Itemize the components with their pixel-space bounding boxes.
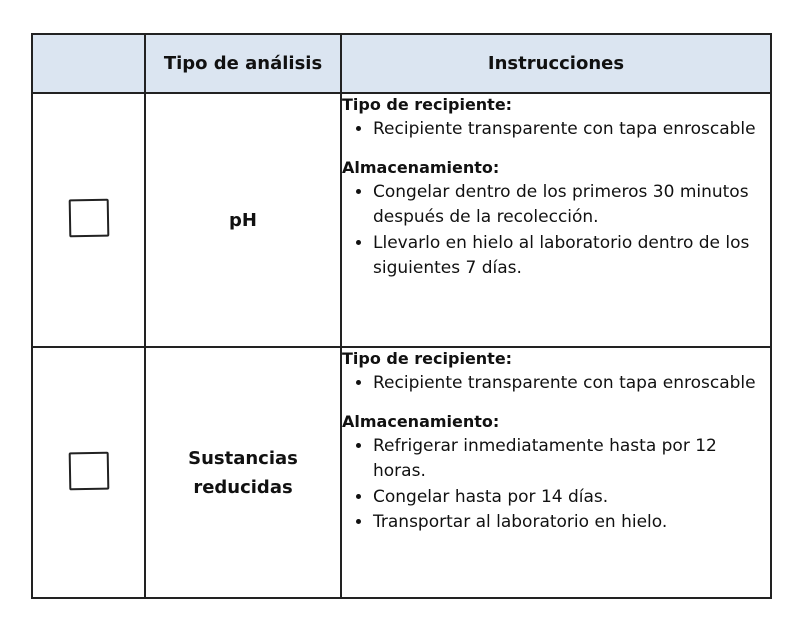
storage-title: Almacenamiento: (342, 411, 500, 431)
analysis-name (145, 347, 341, 598)
checkbox-cell (32, 93, 145, 347)
list-item: • Refrigerar inmediatamente hasta por 12 horas. (373, 434, 770, 485)
analysis-table (31, 33, 772, 599)
storage-list (342, 434, 770, 536)
list-item: • Recipiente transparente con tapa enroscable (373, 117, 770, 143)
container-type-title: Tipo de recipiente: (342, 95, 513, 114)
header-row (32, 34, 771, 93)
storage-title: Almacenamiento: (342, 157, 500, 177)
header-instructions: Instrucciones (341, 34, 771, 93)
checkbox[interactable] (68, 451, 109, 490)
table-row (32, 93, 771, 347)
analysis-name-line1: Sustancias (188, 447, 298, 469)
header-checkbox-column (32, 34, 145, 93)
list-item: • Llevarlo en hielo al laboratorio dentro de los siguientes 7 días. (373, 231, 770, 282)
container-type-list (342, 117, 770, 143)
list-item: • Transportar al laboratorio en hielo. (373, 510, 770, 536)
list-item: • Congelar dentro de los primeros 30 minutos después de la recolección. (373, 180, 770, 231)
checkbox[interactable] (68, 199, 109, 238)
storage-list (342, 180, 770, 282)
analysis-name (145, 93, 341, 347)
analysis-name-text: pH (229, 209, 257, 231)
container-type-title: Tipo de recipiente: (342, 349, 513, 368)
list-item: • Recipiente transparente con tapa enroscable (373, 371, 770, 397)
checkbox-cell (32, 347, 145, 598)
container-type-list (342, 371, 770, 397)
instructions-cell (341, 93, 771, 347)
analysis-name-line2: reducidas (193, 476, 293, 498)
header-analysis-type: Tipo de análisis (145, 34, 341, 93)
list-item: • Congelar hasta por 14 días. (373, 485, 770, 511)
table-row (32, 347, 771, 598)
instructions-cell (341, 347, 771, 598)
